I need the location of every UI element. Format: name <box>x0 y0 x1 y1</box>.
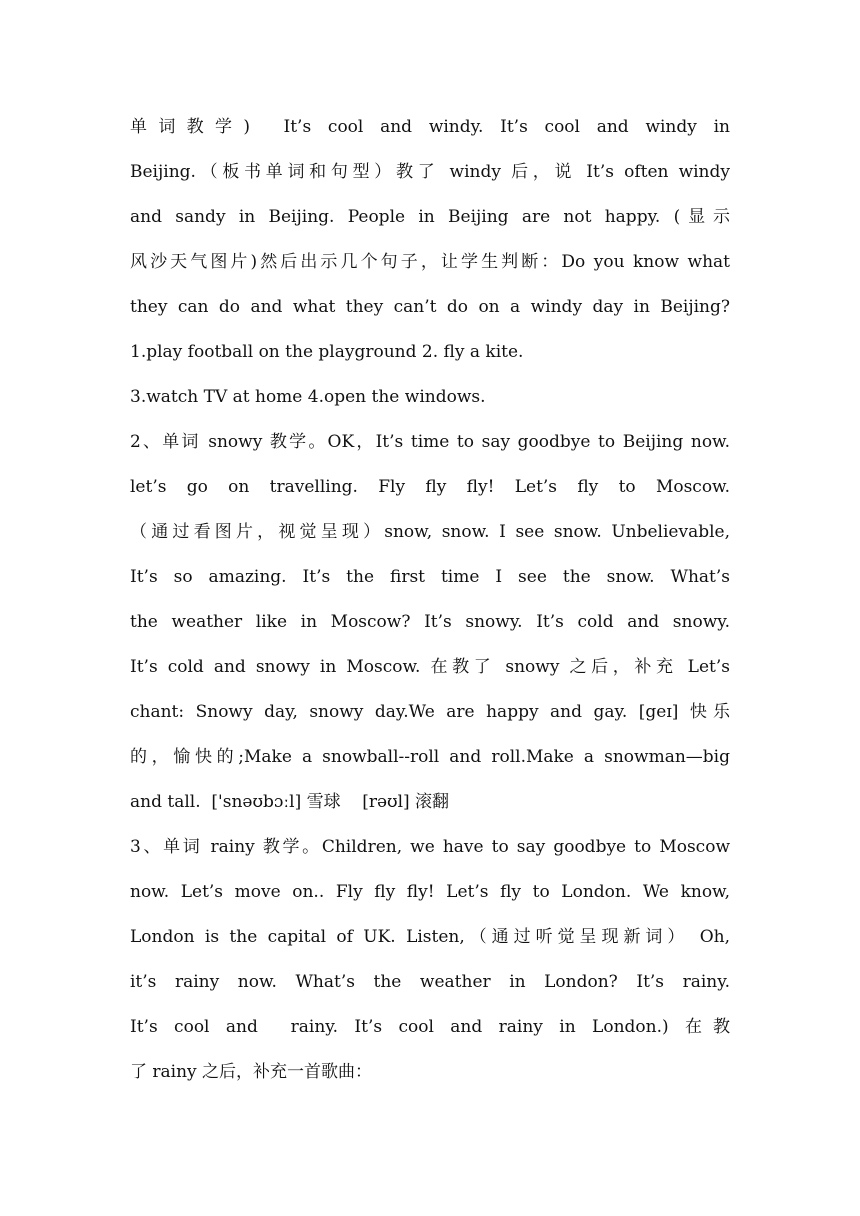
text-line: and tall. ['snəʊbɔːl] 雪球 [rəʊl] 滚翻 <box>130 792 450 812</box>
text-line: and sandy in Beijing. People in Beijing are not happy. (显示 <box>130 207 730 227</box>
text-line: It’s cold and snowy in Moscow. 在教了 snowy 之后，补充 Let’s <box>130 657 730 677</box>
text-line: 3、单词 rainy 教学。Children, we have to say goodbye to Moscow <box>130 837 730 857</box>
text-line: Beijing.（板书单词和句型）教了 windy 后，说 It’s often windy <box>130 162 730 182</box>
text-line: the weather like in Moscow? It’s snowy. It’s cold and snowy. <box>130 612 730 632</box>
text-line: 风沙天气图片)然后出示几个句子，让学生判断：Do you know what <box>130 252 730 272</box>
text-line: 2、单词 snowy 教学。OK，It’s time to say goodbye to Beijing now. <box>130 432 730 452</box>
text-line: let’s go on travelling. Fly fly fly! Let’s fly to Moscow. <box>130 477 730 497</box>
text-line: 了 rainy 之后，补充一首歌曲： <box>130 1062 373 1082</box>
text-line: 1.play football on the playground 2. fly a kite. <box>130 342 524 362</box>
text-line: It’s so amazing. It’s the first time I see the snow. What’s <box>130 567 730 587</box>
text-line: now. Let’s move on.. Fly fly fly! Let’s fly to London. We know, <box>130 882 730 902</box>
text-line: 3.watch TV at home 4.open the windows. <box>130 387 486 407</box>
text-line: It’s cool and rainy. It’s cool and rainy in London.) 在教 <box>130 1017 730 1037</box>
text-line: （通过看图片，视觉呈现）snow, snow. I see snow. Unbelievable, <box>130 522 730 542</box>
text-line: 单词教学) It’s cool and windy. It’s cool and windy in <box>130 117 730 137</box>
text-line: 的，愉快的;Make a snowball--roll and roll.Make a snowman—big <box>130 747 730 767</box>
text-line: chant: Snowy day, snowy day.We are happy and gay. [geɪ] 快乐 <box>130 702 730 722</box>
text-line: they can do and what they can’t do on a windy day in Beijing? <box>130 297 730 317</box>
text-line: London is the capital of UK. Listen,（通过听觉呈现新词） Oh, <box>130 927 730 947</box>
text-line: it’s rainy now. What’s the weather in London? It’s rainy. <box>130 972 730 992</box>
